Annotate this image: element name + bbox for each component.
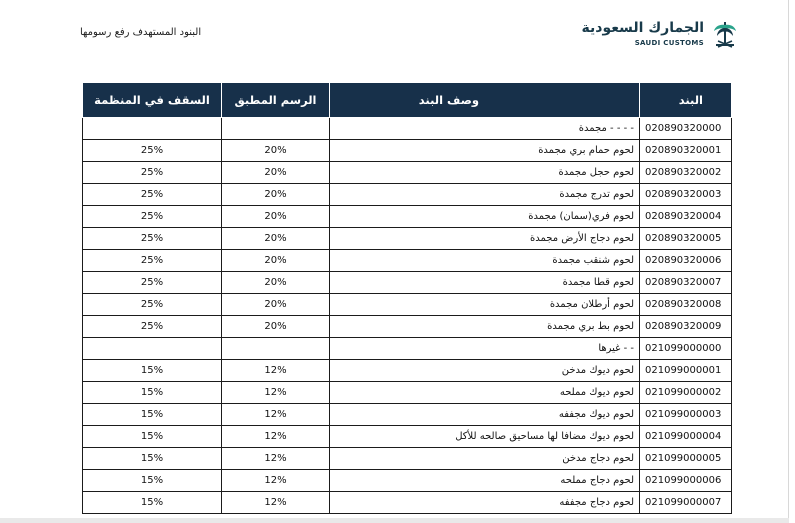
- header-applied-rate: الرسم المطبق: [222, 83, 330, 118]
- table-row: [83, 140, 732, 162]
- row-applied-rate: 12%: [222, 426, 330, 448]
- table-row: [83, 492, 732, 514]
- row-description: لحوم قطا مجمدة: [330, 272, 640, 294]
- row-code: 021099000003: [640, 404, 732, 426]
- row-applied-rate: [222, 338, 330, 360]
- row-code: 021099000000: [640, 338, 732, 360]
- table-row: [83, 338, 732, 360]
- row-code: 020890320001: [640, 140, 732, 162]
- table-row: [83, 118, 732, 140]
- row-applied-rate: 12%: [222, 404, 330, 426]
- row-applied-rate: [222, 118, 330, 140]
- row-description: لحوم حجل مجمدة: [330, 162, 640, 184]
- row-ceiling: 15%: [83, 426, 222, 448]
- row-description: لحوم دجاج مجففه: [330, 492, 640, 514]
- items-table: [82, 82, 732, 514]
- row-code: 021099000004: [640, 426, 732, 448]
- row-description: لحوم ديوك مجففه: [330, 404, 640, 426]
- table-row: [83, 250, 732, 272]
- row-code: 020890320008: [640, 294, 732, 316]
- row-applied-rate: 12%: [222, 492, 330, 514]
- row-applied-rate: 12%: [222, 448, 330, 470]
- table-row: [83, 470, 732, 492]
- row-description: - - - - مجمدة: [330, 118, 640, 140]
- table-row: [83, 162, 732, 184]
- document-heading: البنود المستهدف رفع رسومها: [80, 27, 202, 38]
- row-ceiling: 25%: [83, 272, 222, 294]
- table-row: [83, 228, 732, 250]
- row-ceiling: 25%: [83, 184, 222, 206]
- row-applied-rate: 20%: [222, 184, 330, 206]
- row-code: 020890320009: [640, 316, 732, 338]
- row-code: 021099000001: [640, 360, 732, 382]
- row-applied-rate: 20%: [222, 250, 330, 272]
- saudi-customs-logo: [581, 18, 744, 50]
- row-description: لحوم تدرج مجمدة: [330, 184, 640, 206]
- row-description: لحوم دجاج الأرض مجمدة: [330, 228, 640, 250]
- header-wto-ceiling: السقف في المنظمة: [83, 83, 222, 118]
- row-code: 020890320007: [640, 272, 732, 294]
- row-applied-rate: 12%: [222, 360, 330, 382]
- palm-emblem-icon: [710, 19, 740, 49]
- row-ceiling: 15%: [83, 448, 222, 470]
- row-description: لحوم فري(سمان) مجمدة: [330, 206, 640, 228]
- table-row: [83, 448, 732, 470]
- row-applied-rate: 20%: [222, 140, 330, 162]
- row-ceiling: 25%: [83, 162, 222, 184]
- table-row: [83, 184, 732, 206]
- row-ceiling: 25%: [83, 228, 222, 250]
- row-applied-rate: 20%: [222, 206, 330, 228]
- table-row: [83, 294, 732, 316]
- row-description: لحوم ديوك مدخن: [330, 360, 640, 382]
- row-description: لحوم دجاج مملحه: [330, 470, 640, 492]
- row-code: 020890320005: [640, 228, 732, 250]
- row-code: 021099000007: [640, 492, 732, 514]
- row-ceiling: 15%: [83, 382, 222, 404]
- table-row: [83, 272, 732, 294]
- row-description: لحوم شنقب مجمدة: [330, 250, 640, 272]
- logo-arabic-text: الجمارك السعودية: [581, 20, 704, 36]
- row-description: لحوم أرطلان مجمدة: [330, 294, 640, 316]
- row-code: 021099000006: [640, 470, 732, 492]
- row-ceiling: 25%: [83, 250, 222, 272]
- logo-english-text: SAUDI CUSTOMS: [634, 39, 704, 47]
- header-code: البند: [640, 83, 732, 118]
- row-description: - - غيرها: [330, 338, 640, 360]
- row-applied-rate: 12%: [222, 382, 330, 404]
- table-row: [83, 206, 732, 228]
- row-ceiling: 15%: [83, 470, 222, 492]
- row-applied-rate: 20%: [222, 272, 330, 294]
- row-applied-rate: 20%: [222, 316, 330, 338]
- page-bottom-edge: [0, 518, 789, 523]
- row-ceiling: 25%: [83, 206, 222, 228]
- row-code: 021099000002: [640, 382, 732, 404]
- row-ceiling: 25%: [83, 294, 222, 316]
- row-ceiling: 25%: [83, 316, 222, 338]
- row-code: 020890320003: [640, 184, 732, 206]
- row-applied-rate: 20%: [222, 162, 330, 184]
- table-header-row: [83, 83, 732, 118]
- row-ceiling: 15%: [83, 360, 222, 382]
- table-row: [83, 404, 732, 426]
- row-code: 020890320002: [640, 162, 732, 184]
- row-applied-rate: 20%: [222, 294, 330, 316]
- row-ceiling: 15%: [83, 404, 222, 426]
- row-description: لحوم حمام بري مجمدة: [330, 140, 640, 162]
- header-description: وصف البند: [330, 83, 640, 118]
- table-row: [83, 316, 732, 338]
- table-row: [83, 382, 732, 404]
- row-description: لحوم بط بري مجمدة: [330, 316, 640, 338]
- row-ceiling: 25%: [83, 140, 222, 162]
- row-code: 020890320006: [640, 250, 732, 272]
- row-applied-rate: 12%: [222, 470, 330, 492]
- row-applied-rate: 20%: [222, 228, 330, 250]
- row-ceiling: [83, 338, 222, 360]
- row-description: لحوم ديوك مضافا لها مساحيق صالحه للأكل: [330, 426, 640, 448]
- table-row: [83, 426, 732, 448]
- row-description: لحوم ديوك مملحه: [330, 382, 640, 404]
- row-description: لحوم دجاج مدخن: [330, 448, 640, 470]
- row-code: 021099000005: [640, 448, 732, 470]
- table-row: [83, 360, 732, 382]
- row-code: 020890320004: [640, 206, 732, 228]
- row-ceiling: 15%: [83, 492, 222, 514]
- row-ceiling: [83, 118, 222, 140]
- row-code: 020890320000: [640, 118, 732, 140]
